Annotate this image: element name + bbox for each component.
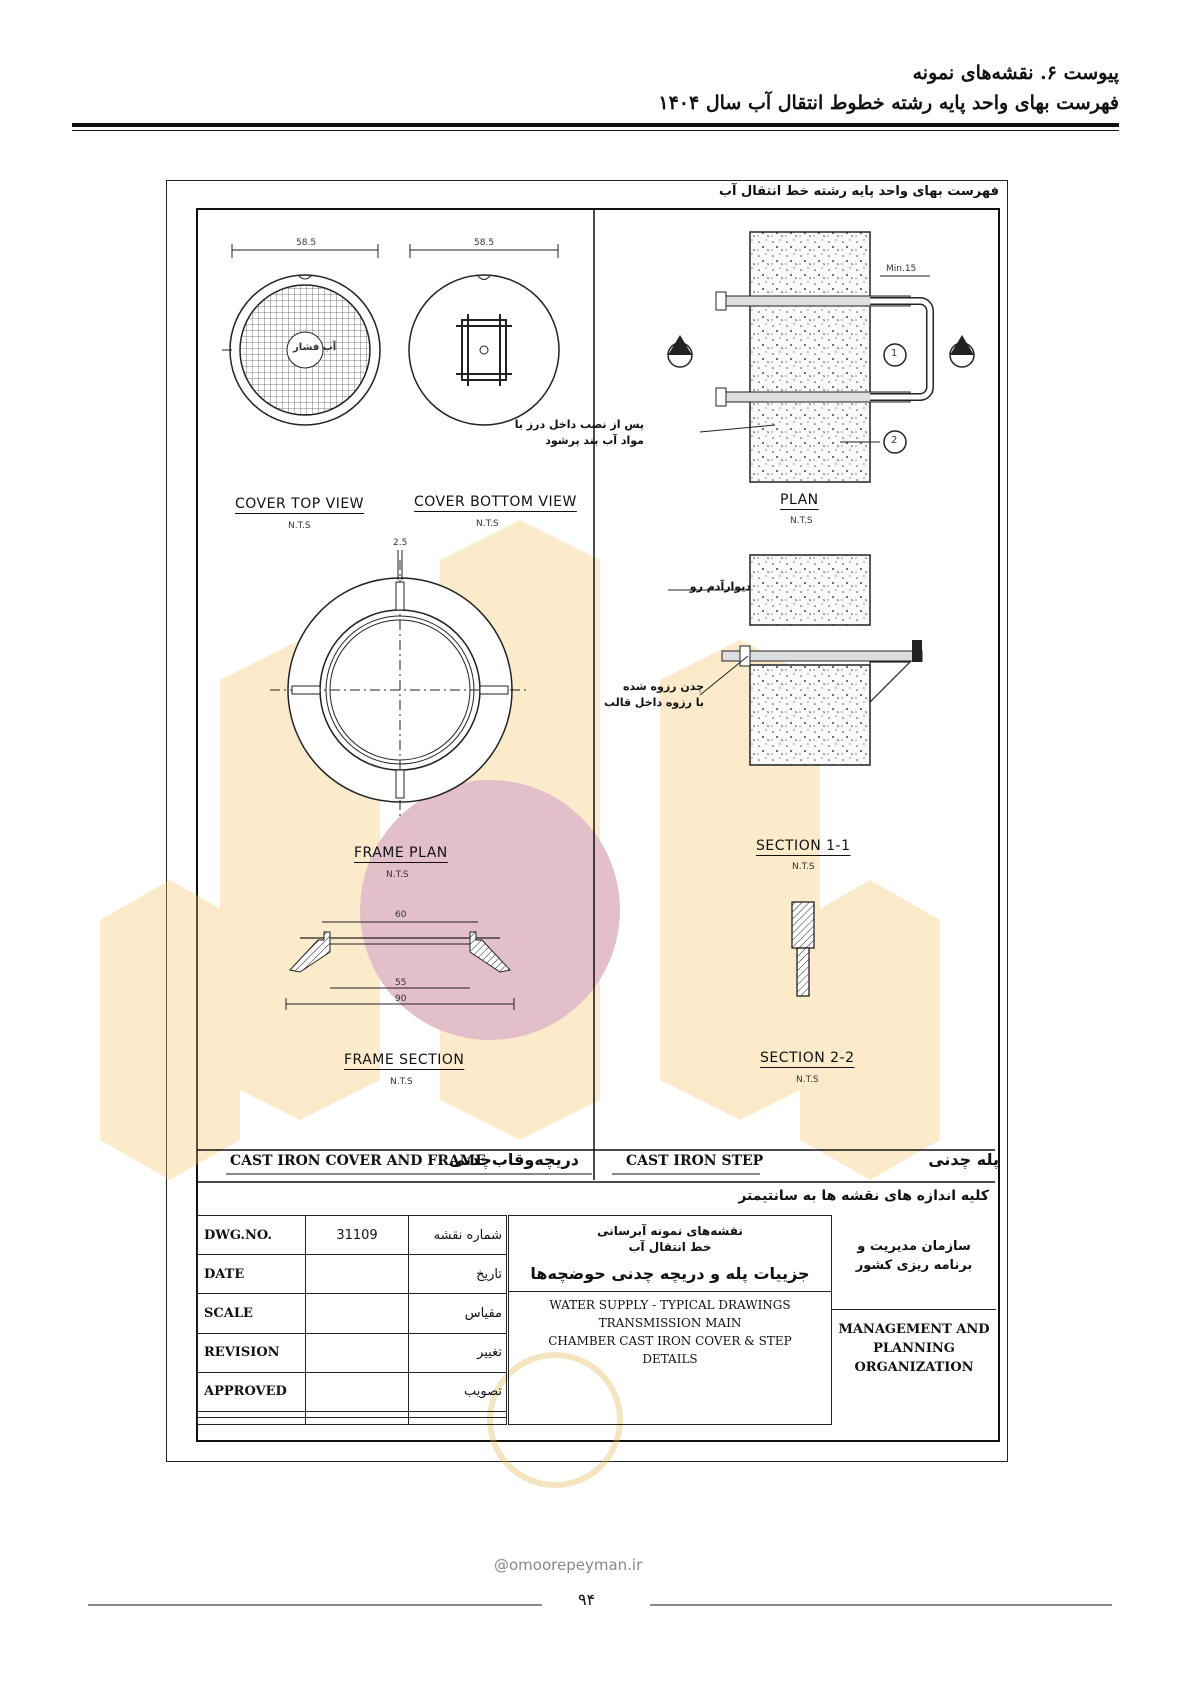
org-fa-2: برنامه ریزی کشور — [855, 1258, 973, 1273]
row-en: SCALE — [198, 1294, 306, 1333]
plan-drawing — [668, 232, 974, 482]
center-en-2: TRANSMISSION MAIN — [598, 1316, 742, 1330]
center-divider — [509, 1291, 831, 1292]
row-fa: تغییر — [409, 1333, 507, 1372]
section-2-2-scale: N.T.S — [796, 1075, 819, 1085]
org-en-3: ORGANIZATION — [854, 1360, 974, 1375]
cover-top-label: آب فشار — [293, 342, 337, 353]
left-block-title-fa: دریچه‌وقاب‌چدنی — [448, 1150, 579, 1169]
plan-note-1: پس از نصب داخل درز با — [514, 418, 644, 431]
section-1-1-scale: N.T.S — [792, 862, 815, 872]
center-fa-1: نقشه‌های نمونه آبرسانی — [597, 1224, 743, 1238]
frame-section-dim-mid: 55 — [395, 978, 407, 988]
title-center-box — [508, 1215, 832, 1425]
org-divider — [832, 1309, 996, 1310]
section-1-note-1: چدن رزوه شده — [623, 680, 704, 693]
title-row — [198, 1333, 507, 1372]
cover-bottom-dim: 58.5 — [474, 238, 495, 248]
row-fa: شماره نقشه — [409, 1216, 507, 1255]
row-fa: تاریخ — [409, 1255, 507, 1294]
section-2-2-title: SECTION 2-2 — [760, 1050, 855, 1066]
row-value: 31109 — [306, 1216, 409, 1255]
row-en: DWG.NO. — [198, 1216, 306, 1255]
title-row-empty — [198, 1418, 507, 1425]
page-number: ۹۴ — [578, 1590, 596, 1609]
cover-top-view-scale: N.T.S — [288, 521, 311, 531]
title-row — [198, 1255, 507, 1294]
row-fa: تصویب — [409, 1372, 507, 1411]
cover-top-view-title: COVER TOP VIEW — [235, 496, 365, 512]
wall-label: دیوارآدم رو — [689, 580, 751, 593]
cover-bottom-view-title: COVER BOTTOM VIEW — [414, 494, 577, 510]
title-row — [198, 1372, 507, 1411]
cover-bottom-view-scale: N.T.S — [476, 519, 499, 529]
center-en-3: CHAMBER CAST IRON COVER & STEP — [548, 1334, 792, 1348]
frame-section-title: FRAME SECTION — [344, 1052, 465, 1068]
plan-title: PLAN — [780, 492, 819, 508]
org-fa-1: سازمان مدیریت و — [857, 1239, 971, 1254]
title-org-box — [832, 1215, 996, 1425]
row-value — [306, 1294, 409, 1333]
sheet-top-caption: فهرست بهای واحد پایه رشته خط انتقال آب — [718, 184, 999, 199]
section-1-note-2: با رزوه داخل قالب — [603, 696, 704, 709]
frame-section-scale: N.T.S — [390, 1077, 413, 1087]
frame-plan-title: FRAME PLAN — [354, 845, 448, 861]
section-1-1-title: SECTION 1-1 — [756, 838, 851, 854]
title-row — [198, 1216, 507, 1255]
row-en: DATE — [198, 1255, 306, 1294]
row-value — [306, 1372, 409, 1411]
center-en-1: WATER SUPPLY - TYPICAL DRAWINGS — [549, 1298, 791, 1312]
plan-scale: N.T.S — [790, 516, 813, 526]
right-block-title-fa: پله چدنی — [928, 1150, 999, 1169]
center-fa-3: جزییات پله و دریچه چدنی حوضچه‌ها — [530, 1264, 810, 1283]
org-en-2: PLANNING — [873, 1341, 955, 1356]
watermark-site: @omoorepeyman.ir — [494, 1556, 643, 1574]
row-en: REVISION — [198, 1333, 306, 1372]
org-en-1: MANAGEMENT AND — [838, 1322, 990, 1337]
frame-section-dim-bottom: 90 — [395, 994, 407, 1004]
plan-section-mark-b: 2 — [891, 435, 898, 446]
cover-bottom-view-drawing — [409, 244, 559, 425]
header-line-2: فهرست بهای واحد پایه رشته خطوط انتقال آب سال ۱۴۰۴ — [658, 92, 1119, 114]
center-en-4: DETAILS — [642, 1352, 698, 1366]
header-line-1: پیوست ۶. نقشه‌های نمونه — [912, 62, 1119, 84]
row-value — [306, 1333, 409, 1372]
frame-section-dim-top: 60 — [395, 910, 407, 920]
title-block-table — [197, 1215, 507, 1425]
right-block-title-en: CAST IRON STEP — [626, 1153, 764, 1169]
row-value — [306, 1255, 409, 1294]
frame-plan-dim: 2.5 — [393, 538, 408, 548]
frame-plan-scale: N.T.S — [386, 870, 409, 880]
plan-section-mark-a: 1 — [891, 348, 898, 359]
center-fa-2: خط انتقال آب — [628, 1240, 712, 1254]
plan-note-2: مواد آب بند پرشود — [545, 434, 644, 447]
left-block-title-en: CAST IRON COVER AND FRAME — [230, 1153, 486, 1169]
units-note: کلیه اندازه های نقشه ها به سانتیمتر — [738, 1188, 989, 1204]
row-fa: مقیاس — [409, 1294, 507, 1333]
cover-top-dim: 58.5 — [296, 238, 317, 248]
title-row — [198, 1294, 507, 1333]
row-en: APPROVED — [198, 1372, 306, 1411]
plan-dim: Min.15 — [886, 264, 917, 274]
cover-top-view-drawing — [222, 244, 380, 425]
